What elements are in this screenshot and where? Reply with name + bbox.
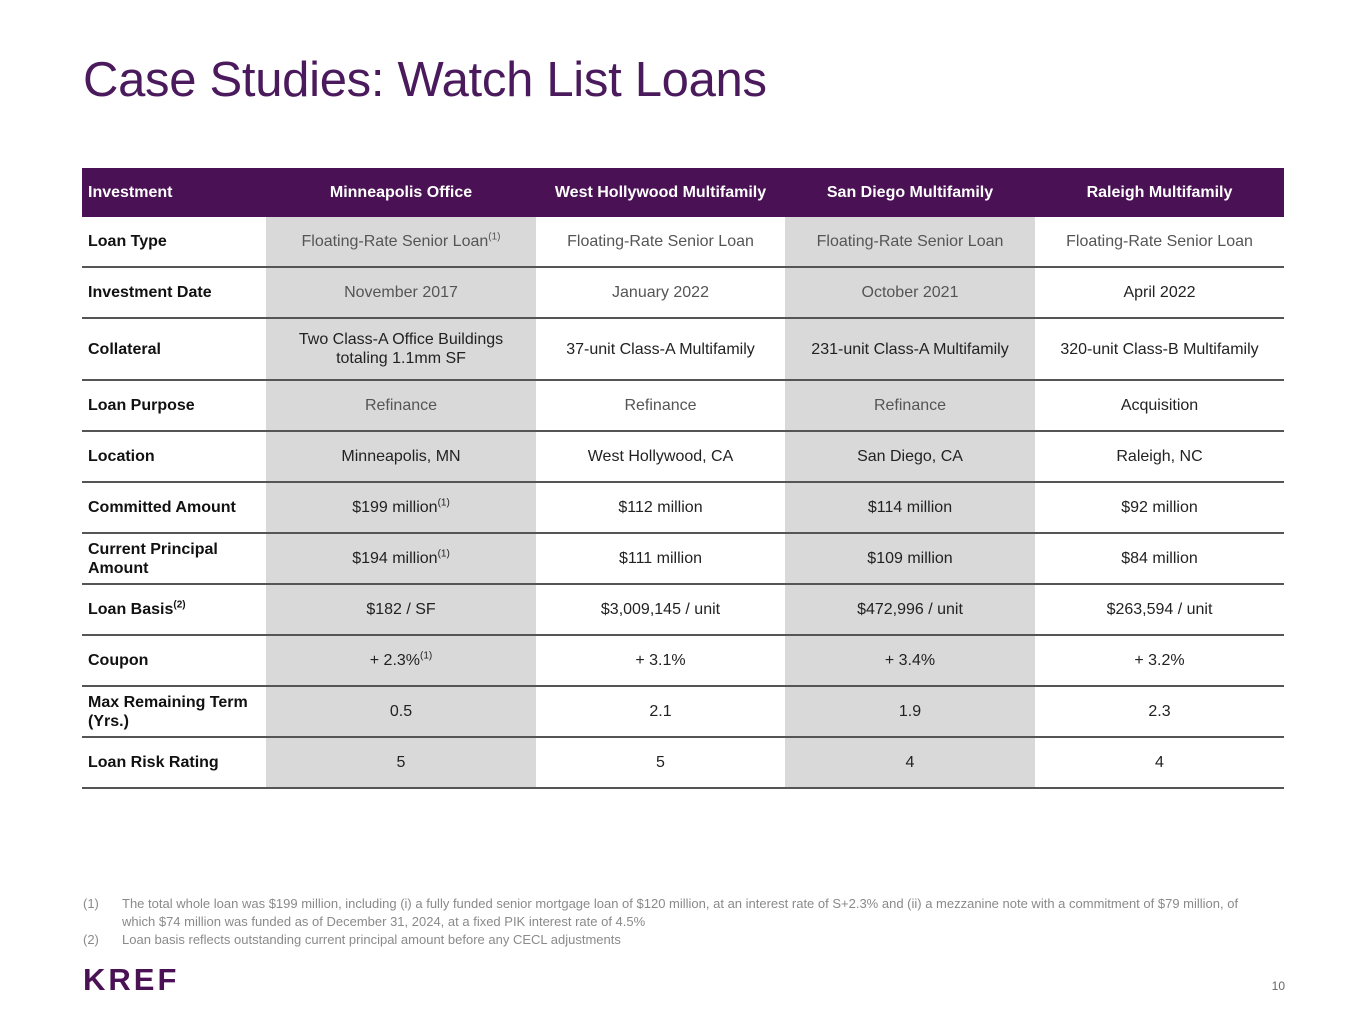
row-label: Location (82, 431, 266, 482)
table-cell: Acquisition (1035, 380, 1284, 431)
table-cell: Minneapolis, MN (266, 431, 536, 482)
table-header-row (82, 168, 1284, 217)
table-cell: 2.3 (1035, 686, 1284, 737)
table-cell: $472,996 / unit (785, 584, 1035, 635)
row-label: Loan Risk Rating (82, 737, 266, 788)
table-cell: $84 million (1035, 533, 1284, 584)
header-raleigh: Raleigh Multifamily (1035, 168, 1284, 217)
kref-logo: KREF (83, 962, 180, 997)
page-title: Case Studies: Watch List Loans (83, 53, 767, 107)
table-cell: Refinance (266, 380, 536, 431)
table-cell: Floating-Rate Senior Loan (536, 217, 785, 267)
table-cell: 5 (536, 737, 785, 788)
table-cell: 37-unit Class-A Multifamily (536, 318, 785, 380)
table-cell: $114 million (785, 482, 1035, 533)
row-label: Collateral (82, 318, 266, 380)
table-cell: Refinance (785, 380, 1035, 431)
table-cell: 4 (1035, 737, 1284, 788)
table-row (82, 584, 1284, 635)
table-row (82, 431, 1284, 482)
table-cell: October 2021 (785, 267, 1035, 318)
table-cell: Floating-Rate Senior Loan (1035, 217, 1284, 267)
table-row (82, 267, 1284, 318)
table-cell: $3,009,145 / unit (536, 584, 785, 635)
table-row (82, 380, 1284, 431)
table-cell: November 2017 (266, 267, 536, 318)
table-cell: 2.1 (536, 686, 785, 737)
table-cell: 4 (785, 737, 1035, 788)
row-label: Max Remaining Term (Yrs.) (82, 686, 266, 737)
table-cell: + 3.2% (1035, 635, 1284, 686)
table-cell: Raleigh, NC (1035, 431, 1284, 482)
table-cell: + 2.3%$^{(1)}$ (266, 635, 536, 686)
table-cell: Refinance (536, 380, 785, 431)
page-number: 10 (1271, 979, 1285, 993)
row-label: Committed Amount (82, 482, 266, 533)
row-label: Loan Basis$^{(2)}$ (82, 584, 266, 635)
footnote-number: (2) (83, 932, 99, 947)
table-cell: Two Class-A Office Buildings totaling 1.1mm SF (266, 318, 536, 380)
table-cell: January 2022 (536, 267, 785, 318)
footnote (83, 895, 1273, 931)
table-row (82, 533, 1284, 584)
row-label: Loan Type (82, 217, 266, 267)
table-cell: April 2022 (1035, 267, 1284, 318)
header-investment: Investment (82, 168, 266, 217)
table-row (82, 737, 1284, 788)
table-cell: $182 / SF (266, 584, 536, 635)
table-cell: Floating-Rate Senior Loan (785, 217, 1035, 267)
row-label: Loan Purpose (82, 380, 266, 431)
table-cell: 320-unit Class-B Multifamily (1035, 318, 1284, 380)
table-cell: San Diego, CA (785, 431, 1035, 482)
table-row (82, 482, 1284, 533)
row-label: Coupon (82, 635, 266, 686)
footnote-text: Loan basis reflects outstanding current principal amount before any CECL adjustments (122, 932, 621, 947)
table-cell: Floating-Rate Senior Loan$^{(1)}$ (266, 217, 536, 267)
table-cell: 5 (266, 737, 536, 788)
table-cell: $263,594 / unit (1035, 584, 1284, 635)
table-cell: $111 million (536, 533, 785, 584)
footnotes (83, 895, 1273, 949)
table-cell: + 3.4% (785, 635, 1035, 686)
table-cell: $109 million (785, 533, 1035, 584)
footnote-number: (1) (83, 896, 99, 911)
header-minneapolis: Minneapolis Office (266, 168, 536, 217)
header-san-diego: San Diego Multifamily (785, 168, 1035, 217)
table-cell: 231-unit Class-A Multifamily (785, 318, 1035, 380)
header-west-hollywood: West Hollywood Multifamily (536, 168, 785, 217)
table-cell: $194 million$^{(1)}$ (266, 533, 536, 584)
table-cell: 1.9 (785, 686, 1035, 737)
table-row (82, 635, 1284, 686)
table-row (82, 686, 1284, 737)
watch-list-table (82, 168, 1284, 789)
table-cell: $199 million$^{(1)}$ (266, 482, 536, 533)
table-row (82, 217, 1284, 267)
footnote (83, 931, 1273, 949)
table-cell: $112 million (536, 482, 785, 533)
table-cell: + 3.1% (536, 635, 785, 686)
footnote-text: The total whole loan was $199 million, including (i) a fully funded senior mortgage loan of $120 million, at an interest rate of S+2.3% and (ii) a mezzanine note with a commitment of $79 million, of which $74 million was funded as of December 31, 2024, at a fixed PIK interest rate of 4.5% (122, 896, 1239, 929)
table-row (82, 318, 1284, 380)
row-label: Current Principal Amount (82, 533, 266, 584)
table-cell: West Hollywood, CA (536, 431, 785, 482)
table-cell: 0.5 (266, 686, 536, 737)
table-cell: $92 million (1035, 482, 1284, 533)
row-label: Investment Date (82, 267, 266, 318)
